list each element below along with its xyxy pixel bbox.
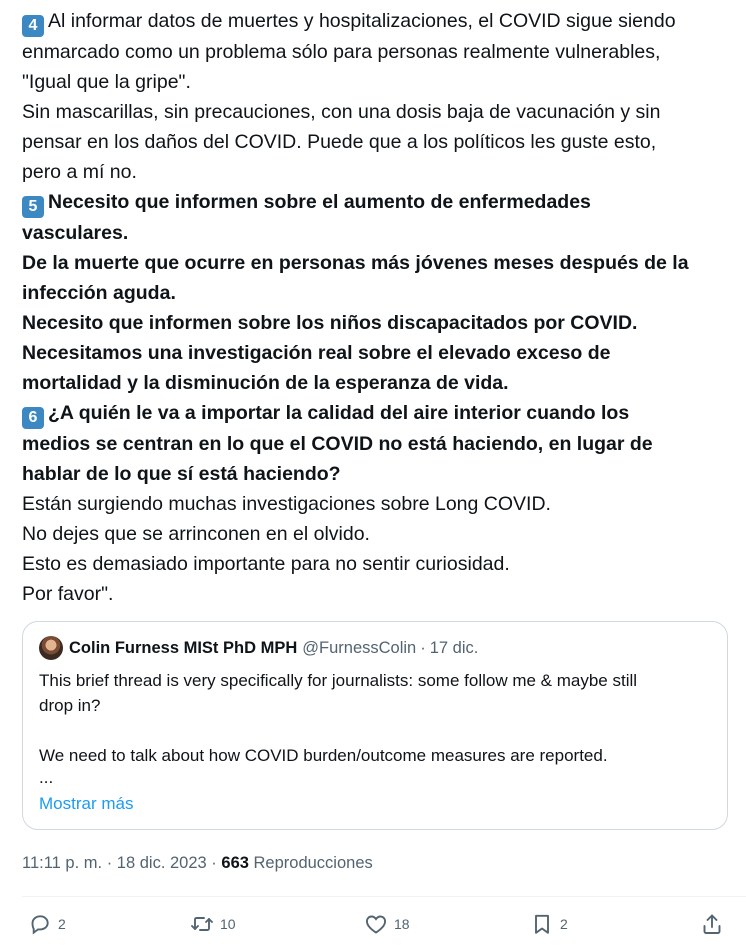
tweet-date[interactable]: 18 dic. 2023 (116, 854, 207, 872)
tweet-line-text: Esto es demasiado importante para no sentir curiosidad. (22, 553, 510, 575)
quoted-line (39, 718, 709, 743)
tweet-line (22, 519, 734, 549)
tweet-line (22, 278, 734, 308)
quoted-author-handle[interactable]: @FurnessColin (302, 638, 417, 657)
tweet-line-text: vasculares. (22, 222, 129, 244)
tweet-line-text: hablar de lo que sí está haciendo? (22, 463, 341, 485)
tweet-line-text: pensar en los daños del COVID. Puede que a los políticos les guste esto, (22, 131, 657, 153)
avatar[interactable] (39, 636, 63, 660)
tweet-line (22, 218, 734, 248)
tweet-line-text: infección aguda. (22, 282, 176, 304)
tweet-line-text: Al informar datos de muertes y hospitalizaciones, el COVID sigue siendo (48, 10, 676, 32)
keycap-number-icon: 5 (22, 196, 44, 218)
tweet-line-text: Necesitamos una investigación real sobre el elevado exceso de (22, 342, 611, 364)
tweet-line (22, 97, 734, 127)
tweet-line-text: Por favor". (22, 583, 114, 605)
keycap-number-icon: 4 (22, 15, 44, 37)
separator-dot: · (420, 638, 426, 657)
bookmark-icon (530, 912, 554, 936)
tweet-line-text: mortalidad y la disminución de la esperanza de vida. (22, 372, 509, 394)
quoted-tweet[interactable] (22, 621, 728, 830)
quoted-author-name[interactable]: Colin Furness MISt PhD MPH (69, 638, 298, 657)
quoted-line: This brief thread is very specifically for journalists: some follow me & maybe still (39, 671, 638, 690)
tweet-line-text: Necesito que informen sobre el aumento de enfermedades (48, 191, 591, 213)
quoted-tweet-date[interactable]: 17 dic. (429, 638, 479, 657)
retweet-icon (190, 912, 214, 936)
bookmark-count: 2 (560, 916, 568, 932)
tweet-line (22, 398, 734, 429)
quoted-tweet-text (39, 668, 709, 788)
tweet-line-text: Están surgiendo muchas investigaciones sobre Long COVID. (22, 493, 551, 515)
divider (22, 896, 746, 897)
tweet-line (22, 549, 734, 579)
tweet-line (22, 6, 734, 37)
tweet-line (22, 248, 734, 278)
separator-dot: · (211, 854, 217, 872)
retweet-button[interactable] (190, 912, 236, 936)
tweet-line (22, 37, 734, 67)
views-count: 663 (221, 854, 249, 872)
tweet-line (22, 308, 734, 338)
tweet-metadata (22, 854, 373, 873)
tweet-line (22, 579, 734, 609)
tweet-text (22, 6, 734, 609)
tweet-line-text: Sin mascarillas, sin precauciones, con una dosis baja de vacunación y sin (22, 101, 661, 123)
quoted-line: ... (39, 768, 54, 787)
retweet-count: 10 (220, 916, 236, 932)
tweet-line-text: pero a mí no. (22, 161, 137, 183)
tweet-line (22, 187, 734, 218)
tweet-line-text: medios se centran en lo que el COVID no está haciendo, en lugar de (22, 433, 653, 455)
show-more-link[interactable]: Mostrar más (39, 794, 134, 813)
quoted-tweet-header (39, 636, 478, 660)
tweet-line (22, 127, 734, 157)
tweet-line-text: "Igual que la gripe". (22, 71, 191, 93)
quoted-line: drop in? (39, 696, 101, 715)
quoted-line: We need to talk about how COVID burden/outcome measures are reported. (39, 746, 608, 765)
tweet-line-text: No dejes que se arrinconen en el olvido. (22, 523, 370, 545)
tweet-time[interactable]: 11:11 p. m. (22, 854, 103, 872)
share-icon (700, 912, 724, 936)
like-icon (364, 912, 388, 936)
tweet-line (22, 429, 734, 459)
share-button[interactable] (700, 912, 730, 936)
bookmark-button[interactable] (530, 912, 568, 936)
action-bar (0, 912, 746, 942)
tweet-line (22, 368, 734, 398)
reply-count: 2 (58, 916, 66, 932)
reply-icon (28, 912, 52, 936)
tweet-line (22, 67, 734, 97)
tweet-line-text: De la muerte que ocurre en personas más jóvenes meses después de la (22, 252, 689, 274)
tweet-line (22, 459, 734, 489)
tweet-line-text: enmarcado como un problema sólo para personas realmente vulnerables, (22, 41, 661, 63)
tweet-line (22, 489, 734, 519)
separator-dot: · (106, 854, 113, 872)
keycap-number-icon: 6 (22, 407, 44, 429)
tweet-line-text: Necesito que informen sobre los niños discapacitados por COVID. (22, 312, 638, 334)
tweet-line-text: ¿A quién le va a importar la calidad del aire interior cuando los (48, 402, 630, 424)
tweet-line (22, 338, 734, 368)
reply-button[interactable] (28, 912, 66, 936)
tweet-line (22, 157, 734, 187)
like-count: 18 (394, 916, 410, 932)
like-button[interactable] (364, 912, 410, 936)
views-label: Reproducciones (253, 854, 373, 872)
